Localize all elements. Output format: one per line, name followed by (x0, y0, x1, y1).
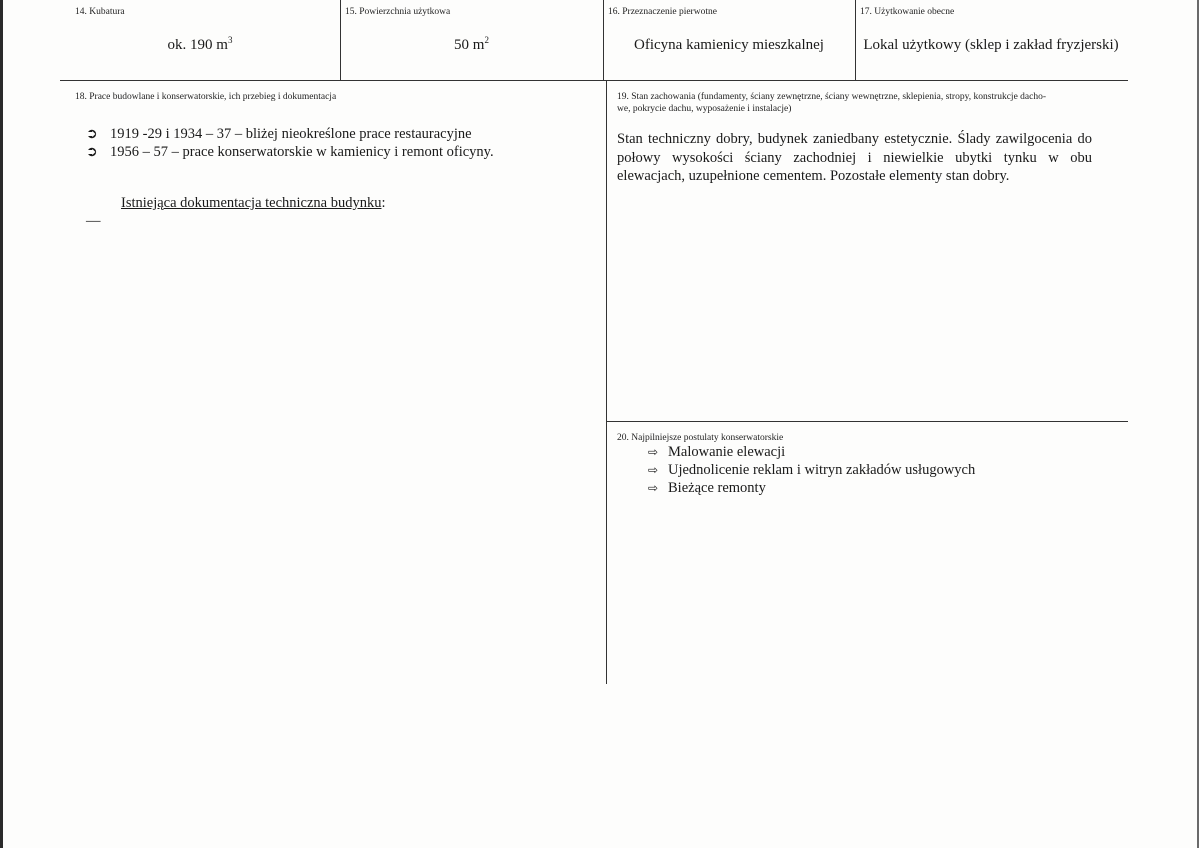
list-item: ⇨ Bieżące remonty (648, 480, 766, 496)
field-17-label: 17. Użytkowanie obecne (860, 7, 955, 17)
field-20-postulates-list (648, 443, 975, 497)
scan-edge-left (0, 0, 3, 848)
field-18-label: 18. Prace budowlane i konserwatorskie, ich przebieg i dokumentacja (75, 92, 337, 102)
list-item: ➲ 1956 – 57 – prace konserwatorskie w kamienicy i remont oficyny. (86, 144, 494, 160)
field-16-value: Oficyna kamienicy mieszkalnej (634, 37, 824, 53)
divider-v-16-17 (855, 0, 856, 81)
field-18-works-list (86, 125, 494, 161)
field-18-doc-dash: — (86, 213, 101, 229)
field-18-doc-heading: Istniejąca dokumentacja techniczna budynku: (121, 195, 386, 211)
divider-h-top-row (60, 80, 1128, 81)
field-14-value: ok. 190 $m^3$ (167, 35, 233, 53)
bullet-arrow-icon: ➲ (86, 144, 98, 160)
divider-h-19-20 (606, 421, 1128, 422)
arrow-right-icon: ⇨ (648, 445, 659, 459)
arrow-right-icon: ⇨ (648, 463, 659, 477)
field-15-label: 15. Powierzchnia użytkowa (345, 7, 451, 17)
field-15-value: 50 $m^2$ (454, 35, 489, 53)
list-item: ⇨ Ujednolicenie reklam i witryn zakładów usługowych (648, 462, 976, 478)
arrow-right-icon: ⇨ (648, 481, 659, 495)
bullet-arrow-icon: ➲ (86, 126, 98, 142)
field-16-label: 16. Przeznaczenie pierwotne (608, 7, 717, 17)
field-19-label: 19. Stan zachowania (fundamenty, ściany zewnętrzne, ściany wewnętrzne, sklepienia, stropy, konstrukcje dacho- we, pokrycie dachu, wyposażenie i instalacje) (617, 92, 1047, 114)
field-14-label: 14. Kubatura (75, 7, 125, 17)
field-20-label: 20. Najpilniejsze postulaty konserwatorskie (617, 433, 784, 443)
list-item: ➲ 1919 -29 i 1934 – 37 – bliżej nieokreślone prace restauracyjne (86, 126, 472, 142)
list-item: ⇨ Malowanie elewacji (648, 444, 786, 460)
field-19-text: Stan techniczny dobry, budynek zaniedbany estetycznie. Ślady zawilgocenia do połowy wysokości ściany zachodniej i niewielkie ubytki tynku w obu elewacjach, uzupełnione cementem. Pozostałe elementy stan dobry. (617, 131, 1092, 184)
divider-v-lower (606, 80, 607, 684)
field-17-value: Lokal użytkowy (sklep i zakład fryzjerski) (863, 37, 1119, 53)
